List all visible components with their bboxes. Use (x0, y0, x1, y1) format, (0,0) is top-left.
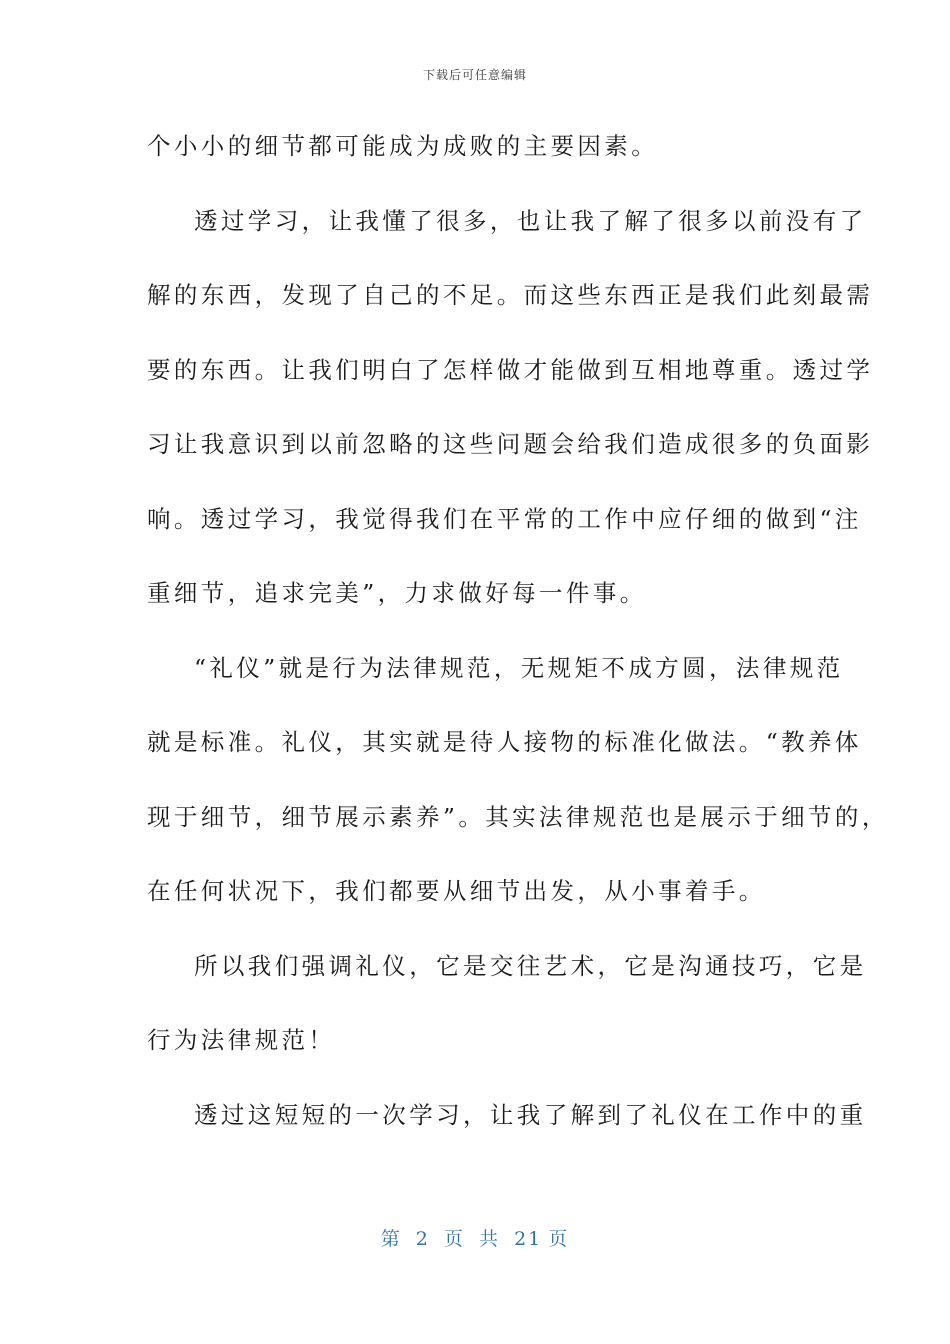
text-line: 所以我们强调礼仪，它是交往艺术，它是沟通技巧，它是 (194, 951, 867, 980)
document-body (147, 120, 889, 1163)
text-line: 在任何状况下，我们都要从细节出发，从小事着手。 (147, 877, 766, 905)
text-line: 透过这短短的一次学习，让我了解到了礼仪在工作中的重 (194, 1100, 867, 1129)
text-line: 就是标准。礼仪，其实就是待人接物的标准化做法。“教养体 (147, 728, 862, 756)
page-header: 下载后可任意编辑 (422, 68, 527, 82)
text-line: 要的东西。让我们明白了怎样做才能做到互相地尊重。透过学 (147, 355, 874, 384)
footer-label-total: 共 (479, 1228, 501, 1250)
text-line: 解的东西，发现了自己的不足。而这些东西正是我们此刻最需 (147, 281, 874, 309)
text-line: 个小小的细节都可能成为成败的主要因素。 (147, 132, 659, 160)
text-line: 重细节，追求完美”，力求做好每一件事。 (147, 579, 647, 607)
text-line: 响。透过学习，我觉得我们在平常的工作中应仔细的做到“注 (147, 504, 862, 533)
page-footer (0, 1224, 950, 1251)
text-line: 透过学习，让我懂了很多，也让我了解了很多以前没有了 (194, 206, 867, 235)
text-line: 行为法律规范！ (147, 1026, 336, 1054)
footer-label-prefix: 第 (380, 1228, 402, 1250)
current-page-number: 2 (415, 1228, 430, 1250)
text-line: 现于细节，细节展示素养”。其实法律规范也是展示于细节的， (147, 802, 889, 831)
text-line: 习让我意识到以前忽略的这些问题会给我们造成很多的负面影 (147, 430, 874, 458)
text-line: “礼仪”就是行为法律规范，无规矩不成方圆，法律规范 (194, 653, 844, 682)
footer-label-suffix: 页 (548, 1228, 570, 1250)
total-pages-number: 21 (514, 1228, 543, 1250)
footer-label-page: 页 (443, 1228, 465, 1250)
